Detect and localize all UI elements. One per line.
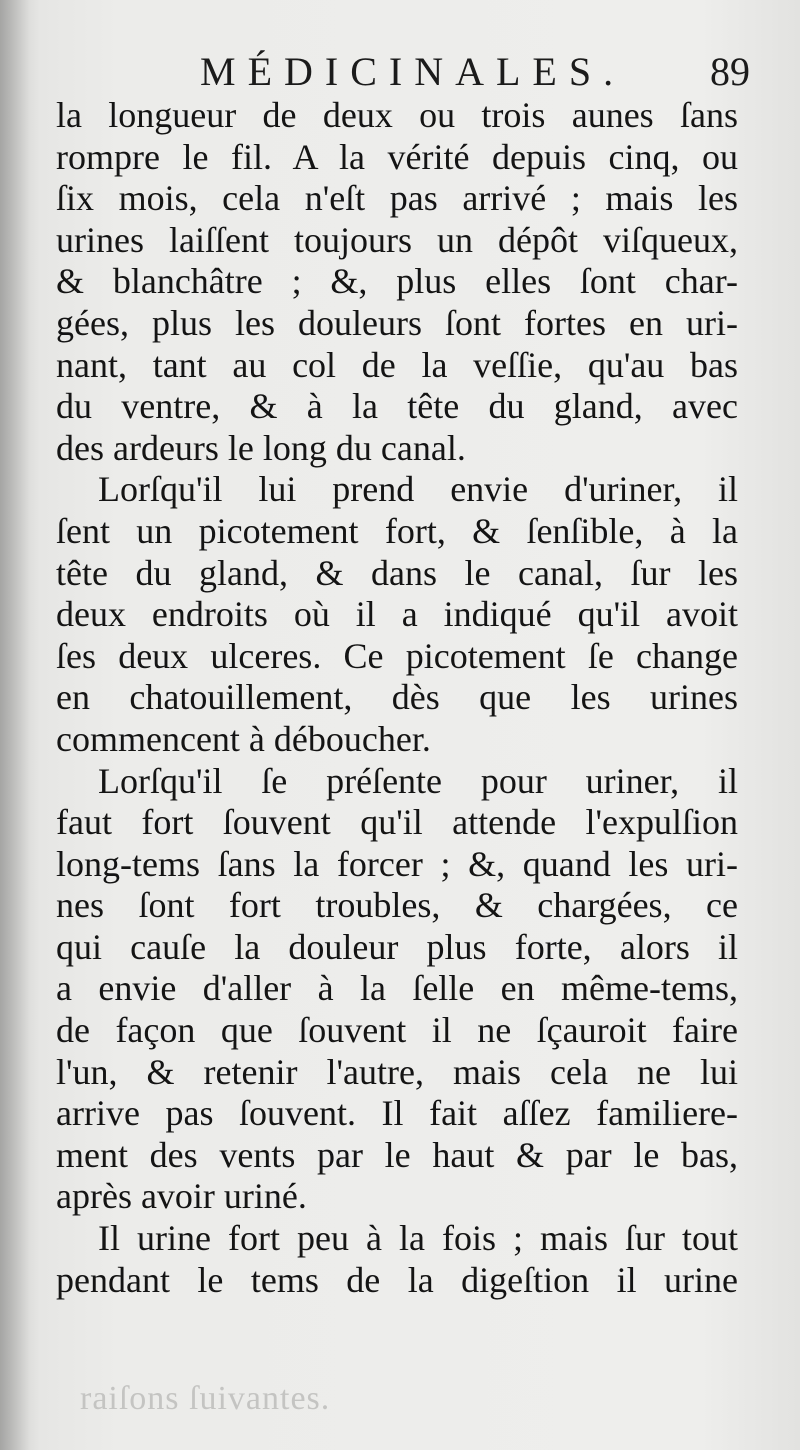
text-line: faut fort ſouvent qu'il attende l'expulſion bbox=[56, 802, 738, 843]
bleed-through-text: raiſons ſuivantes. bbox=[80, 1380, 331, 1417]
text-line: ſix mois, cela n'eſt pas arrivé ; mais les bbox=[56, 178, 738, 219]
text-line: après avoir uriné. bbox=[56, 1176, 307, 1217]
page-number: 89 bbox=[710, 49, 750, 94]
text-line: ſes deux ulceres. Ce picotement ſe change bbox=[56, 635, 738, 676]
text-line: ſent un picotement fort, & ſenſible, à la bbox=[56, 510, 738, 551]
text-line: a envie d'aller à la ſelle en même-tems, bbox=[56, 968, 738, 1009]
running-head: MÉDICINALES. bbox=[200, 49, 626, 94]
paragraph-2 bbox=[56, 469, 738, 760]
gutter-shadow bbox=[0, 0, 30, 1450]
text-line: Lorſqu'il ſe préſente pour uriner, il bbox=[98, 760, 738, 801]
paragraph-3 bbox=[56, 761, 738, 1219]
text-line: Il urine fort peu à la fois ; mais ſur tout bbox=[98, 1218, 738, 1259]
text-line: gées, plus les douleurs ſont fortes en uri- bbox=[56, 302, 738, 343]
text-line: urines laiſſent toujours un dépôt viſqueux, bbox=[56, 219, 738, 260]
body-text bbox=[56, 95, 738, 1301]
text-line: de façon que ſouvent il ne ſçauroit faire bbox=[56, 1010, 738, 1051]
text-line: nant, tant au col de la veſſie, qu'au bas bbox=[56, 344, 738, 385]
text-line: l'un, & retenir l'autre, mais cela ne lui bbox=[56, 1051, 738, 1092]
text-line: des ardeurs le long du canal. bbox=[56, 427, 466, 468]
text-line: en chatouillement, dès que les urines bbox=[56, 677, 738, 718]
text-line: du ventre, & à la tête du gland, avec bbox=[56, 386, 738, 427]
text-line: deux endroits où il a indiqué qu'il avoit bbox=[56, 594, 738, 635]
text-line: & blanchâtre ; &, plus elles ſont char- bbox=[56, 261, 738, 302]
text-line: nes ſont fort troubles, & chargées, ce bbox=[56, 885, 738, 926]
text-line: qui cauſe la douleur plus forte, alors il bbox=[56, 926, 738, 967]
text-line: ment des vents par le haut & par le bas, bbox=[56, 1134, 738, 1175]
text-line: tête du gland, & dans le canal, ſur les bbox=[56, 552, 738, 593]
text-line: commencent à déboucher. bbox=[56, 718, 431, 759]
text-line: rompre le fil. A la vérité depuis cinq, ou bbox=[56, 136, 738, 177]
paragraph-1 bbox=[56, 95, 738, 469]
text-line: long-tems ſans la forcer ; &, quand les uri- bbox=[56, 843, 738, 884]
text-line: Lorſqu'il lui prend envie d'uriner, il bbox=[98, 469, 738, 510]
page-header bbox=[60, 48, 750, 98]
text-line: la longueur de deux ou trois aunes ſans bbox=[56, 95, 738, 135]
paragraph-4 bbox=[56, 1218, 738, 1301]
text-line: arrive pas ſouvent. Il fait aſſez familiere- bbox=[56, 1093, 738, 1134]
text-line: pendant le tems de la digeſtion il urine bbox=[56, 1259, 738, 1300]
